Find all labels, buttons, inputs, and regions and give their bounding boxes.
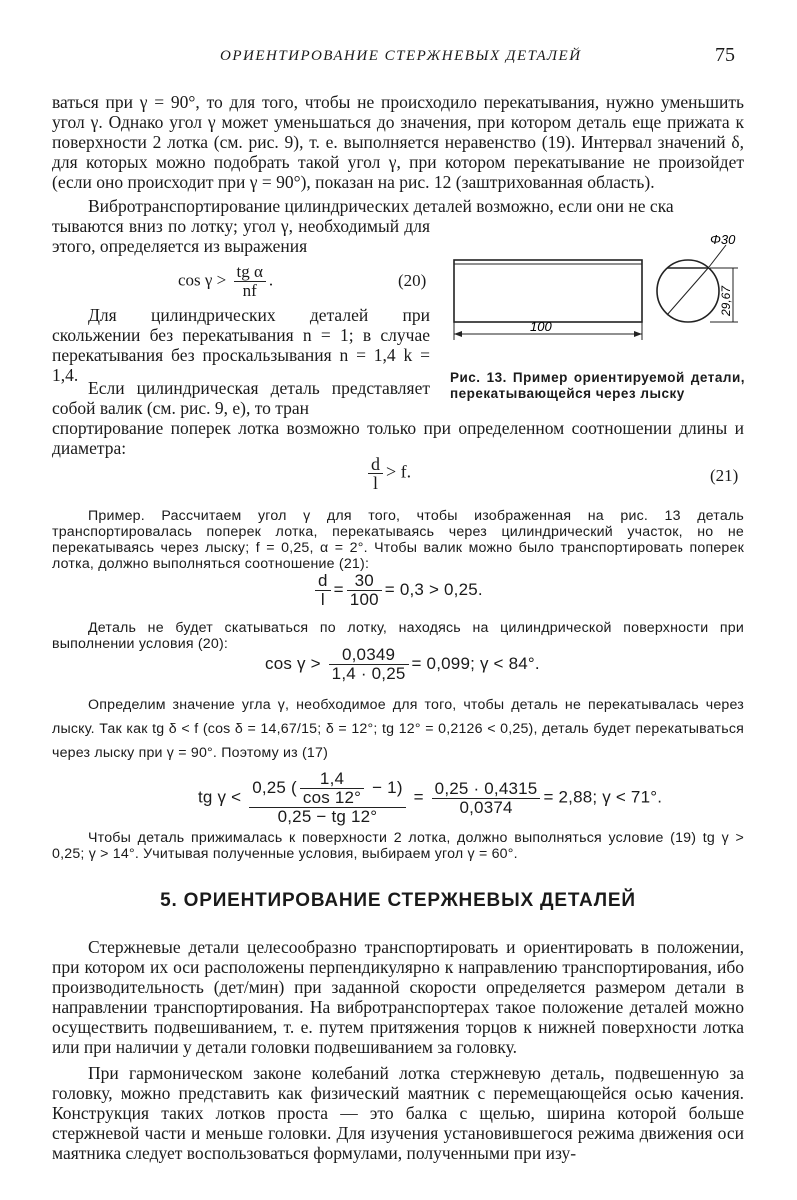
calc1-result: = 0,3 > 0,25. xyxy=(384,579,483,599)
calc2-result: = 0,099; γ < 84°. xyxy=(411,653,540,673)
equation-21 xyxy=(365,455,411,492)
header-title: ОРИЕНТИРОВАНИЕ СТЕРЖНЕВЫХ ДЕТАЛЕЙ xyxy=(220,48,582,64)
calculation-3: tg γ < 0,25 ( $\frac{1,4}{\cos 12^\circ}$ − 1) 0,25 − tg 12° = $\frac{0,25 \cdot 0,4315}{0,0374}$ = 2,88; γ < 71°. xyxy=(198,769,663,826)
example-paragraph-4: Чтобы деталь прижималась к поверхности 2 лотка, должно выполняться условие (19) tg γ > 0,25; γ > 14°. Учитывая полученные условия, выбираем угол γ = 60°. xyxy=(52,830,744,862)
calc1-den2: 100 xyxy=(349,590,379,609)
equation-20-number: (20) xyxy=(398,271,427,290)
example-paragraph-3: Определим значение угла γ, необходимое для того, чтобы деталь не перекатывалась через лыску. Так как tg δ < f (cos δ = 14,67/15; δ = 12°; tg 12° = 0,2126 < 0,25), деталь будет перекатываться через лыску при γ = 90°. Поэтому из (17) xyxy=(52,697,744,761)
eq21-numerator: d xyxy=(368,455,383,474)
paragraph-2-narrow: тываются вниз по лотку; угол γ, необходимый для этого, определяется из выражения xyxy=(52,216,430,256)
arrow-left-icon xyxy=(454,331,462,337)
calc1-den1: l xyxy=(320,590,325,609)
figure-13-caption: Рис. 13. Пример ориентируемой детали, перекатывающейся через лыску xyxy=(450,370,745,401)
eq21-denominator: l xyxy=(372,473,378,493)
calc2-fraction xyxy=(329,646,409,683)
calc2-lhs: cos γ > xyxy=(265,653,321,673)
length-label: 100 xyxy=(530,319,552,334)
paragraph-5: Стержневые детали целесообразно транспортировать и ориентировать в положении, при котором их оси расположены перпендикулярно к направлению транспортирования, ибо производительность (дет/мин) при заданной скорости определяется размером детали в направлении транспортирования. На вибротранспортерах такое положение деталей можно осуществить подвешиванием, т. е. путем притяжения торцов к нижней поверхности лотка или при наличии у детали головки подвешиванием за головку. xyxy=(52,937,744,1057)
calc1-fraction-2 xyxy=(347,572,382,609)
paragraph-1: ваться при γ = 90°, то для того, чтобы не происходило перекатывания, нужно уменьшить угол γ. Однако угол γ может уменьшаться до значения, при котором деталь еще прижата к поверхности 2 лотка (см. рис. 9), т. е. выполняется неравенство (19). Интервал значений δ, для которых можно подобрать такой угол γ, при котором перекатывание не произойдет (если оно происходит при γ = 90°), показан на рис. 12 (заштрихованная область). xyxy=(52,92,744,192)
calc1-fraction-1 xyxy=(315,572,331,609)
calculation-1: $\frac{d}{l}$ = $\frac{30}{100}$ = 0,3 > 0,25. xyxy=(312,572,483,609)
calc3-numerator: 0,25 ( $\frac{1,4}{\cos 12^\circ}$ − 1) xyxy=(249,770,405,808)
eq20-fraction xyxy=(234,263,266,300)
eq21-rhs: > f. xyxy=(386,461,412,482)
eq20-denominator: nf xyxy=(242,281,257,300)
calc3-den2: 0,0374 xyxy=(459,797,513,817)
calc3-result: = 2,88; γ < 71°. xyxy=(543,787,663,807)
diameter-label: Φ30 xyxy=(710,232,736,247)
example-paragraph-2: Деталь не будет скатываться по лотку, находясь на цилиндрической поверхности при выполнении условия (20): xyxy=(52,620,744,652)
running-header xyxy=(60,44,737,74)
calc1-num1: d xyxy=(315,572,331,591)
calc3-inner-fraction xyxy=(300,770,364,807)
calc2-num: 0,0349 xyxy=(329,646,409,665)
calc3-main-fraction xyxy=(249,770,405,826)
equation-20 xyxy=(178,263,273,300)
eq21-fraction xyxy=(368,455,383,492)
calc3-lhs: tg γ < xyxy=(198,787,242,807)
example-paragraph-1: Пример. Рассчитаем угол γ для того, чтобы изображенная на рис. 13 деталь транспортировалась поперек лотка, перекатываясь через цилиндрический участок, но не перекатываясь через лыску; f = 0,25, α = 2°. Чтобы валик можно было транспортировать поперек лотка, должно выполняться соотношение (21): xyxy=(52,508,745,572)
calc3-denominator: 0,25 − tg 12° xyxy=(277,807,378,826)
flat-label: 29,67 xyxy=(719,285,733,316)
eq20-end: . xyxy=(268,270,274,290)
diameter-leader xyxy=(667,267,709,315)
paragraph-6: При гармоническом законе колебаний лотка стержневую деталь, подвешенную за головку, можно представить как физический маятник с перемещающейся осью качения. Конструкция таких лотков проста — это балка с щелью, ширина которой больше стержневой части и меньше головки. Для изучения установившегося режима движения оси маятника следует воспользоваться формулами, полученными при изу- xyxy=(52,1063,744,1163)
figure-13-drawing xyxy=(448,228,748,358)
arrow-right-icon xyxy=(634,331,642,337)
shaft-rectangle xyxy=(454,260,642,322)
calculation-2 xyxy=(265,646,540,683)
paragraph-2-wide: Вибротранспортирование цилиндрических деталей возможно, если они не ска xyxy=(88,196,674,216)
paragraph-4-narrow: Если цилиндрическая деталь представляет собой валик (см. рис. 9, е), то тран xyxy=(52,378,430,418)
calc3-coef: 0,25 xyxy=(252,777,287,797)
calc3-num2: 0,25 · 0,4315 xyxy=(432,780,541,799)
calc3-inner-den: cos 12° xyxy=(302,788,362,807)
calc3-second-fraction xyxy=(432,780,541,817)
page-number: 75 xyxy=(715,44,735,66)
paragraph-3: Для цилиндрических деталей при скольжении без перекатывания n = 1; в случае перекатывания без проскальзывания n = 1,4 k = 1,4. xyxy=(52,305,430,385)
equation-21-number: (21) xyxy=(710,466,739,485)
eq20-lhs: cos γ > xyxy=(178,270,227,290)
calc2-den: 1,4 · 0,25 xyxy=(331,664,406,683)
calc3-inner-num: 1,4 xyxy=(300,770,364,789)
diameter-leader-extension xyxy=(709,245,726,267)
eq20-numerator: tg α xyxy=(234,263,266,282)
paragraph-4-wide: спортирование поперек лотка возможно только при определенном соотношении длины и диаметра: xyxy=(52,418,744,458)
section-heading: 5. ОРИЕНТИРОВАНИЕ СТЕРЖНЕВЫХ ДЕТАЛЕЙ xyxy=(160,890,636,911)
calc1-num2: 30 xyxy=(347,572,382,591)
